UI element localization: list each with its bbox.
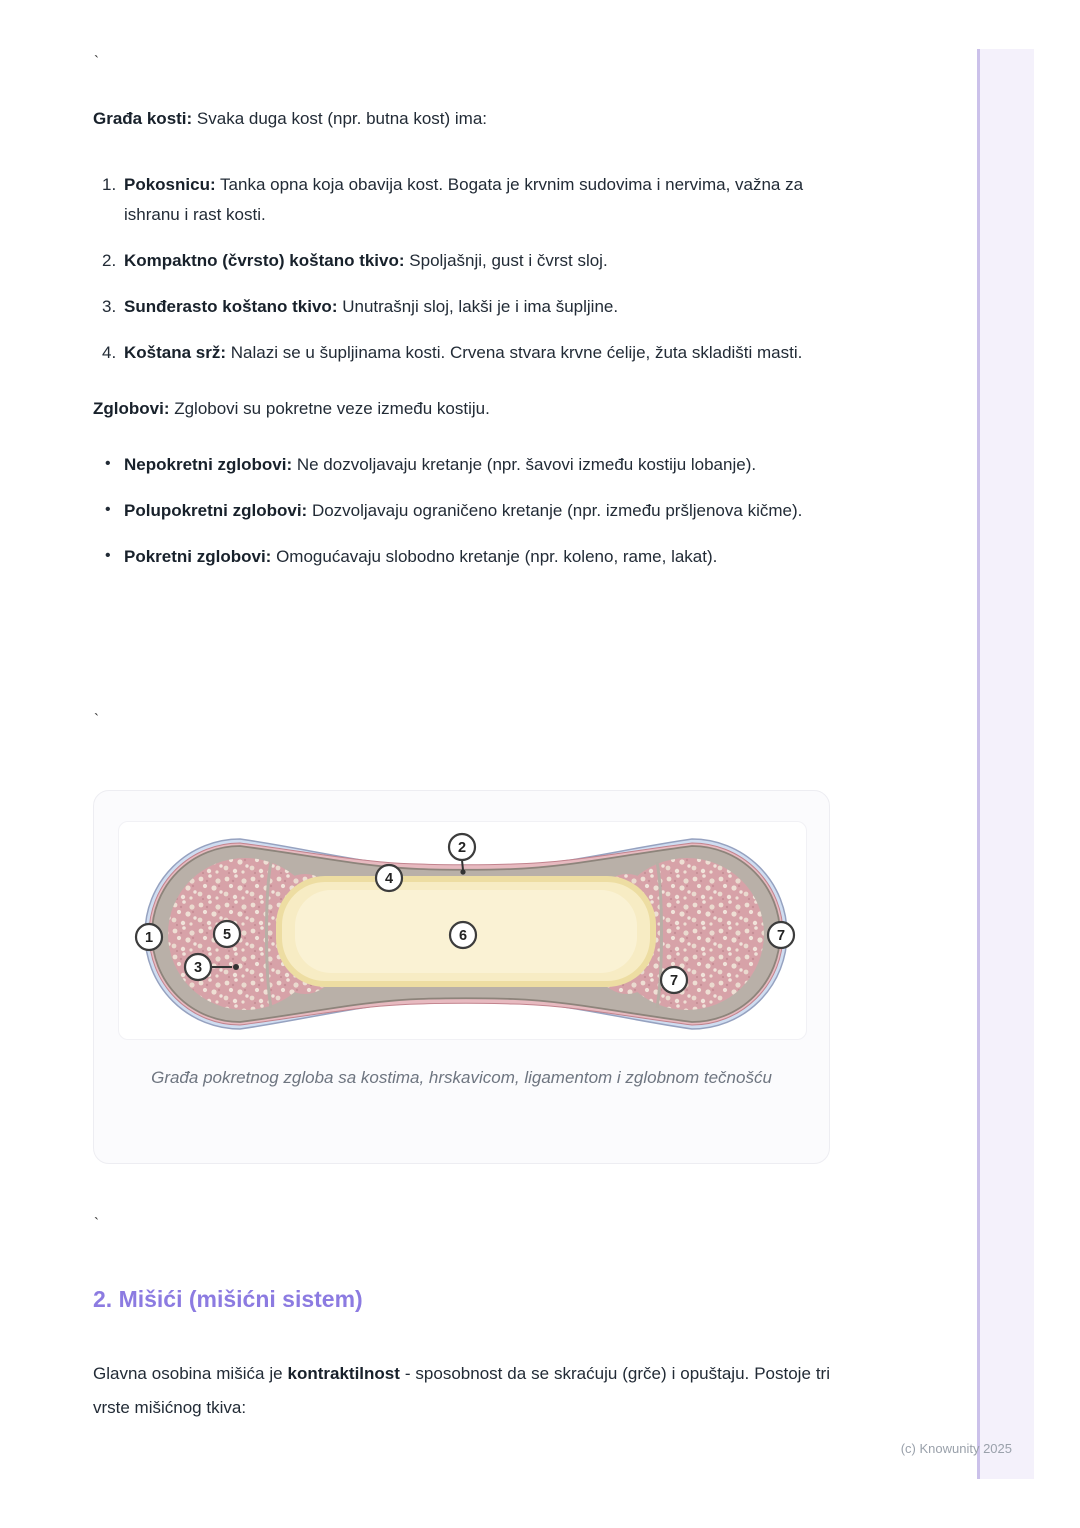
figure-label-text: 3 [193,960,203,976]
muscles-text-pre: Glavna osobina mišića je [93,1364,288,1383]
list-item [93,450,830,480]
list-item [93,338,830,368]
bone-numbered-list [93,170,830,368]
figure-label-text: 7 [776,928,786,944]
joints-intro-text: Zglobovi su pokretne veze između kostiju. [169,399,490,418]
item-term: Koštana srž: [124,343,227,362]
figure-label-5 [214,921,240,947]
section-heading-muscles: 2. Mišići (mišićni sistem) [93,1286,363,1312]
list-item [93,170,830,230]
list-item [93,246,830,276]
joints-intro-paragraph [93,394,830,424]
figure-label-1 [136,924,162,950]
item-term: Nepokretni zglobovi: [124,455,293,474]
bullet-dot: • [105,455,111,472]
item-description: Omogućavaju slobodno kretanje (npr. koleno, rame, lakat). [271,547,718,566]
list-number: 3. [102,297,117,316]
item-description: Nalazi se u šupljinama kosti. Crvena stvara krvne ćelije, žuta skladišti masti. [226,343,803,362]
list-item [93,542,830,572]
figure-label-6 [450,922,476,948]
figure-label-4 [376,865,402,891]
list-item [93,496,830,526]
joints-bullet-list [93,450,830,572]
stray-backtick: ` [94,711,99,728]
figure-label-text: 4 [384,871,394,887]
figure-label-text: 5 [222,927,232,943]
figure-label-7-inner [661,967,687,993]
document-body [93,104,830,588]
item-term: Pokosnicu: [124,175,216,194]
figure-label-7-outer [768,922,794,948]
list-number: 1. [102,175,117,194]
bullet-dot: • [105,547,111,564]
bone-intro-bold: Građa kosti: [93,109,193,128]
figure-label-text: 1 [144,930,154,946]
copyright-watermark: (c) Knowunity 2025 [900,1441,1012,1456]
figure-label-3 [185,954,211,980]
bone-figure-card [93,790,830,1164]
stray-backtick: ` [94,1215,99,1232]
figure-caption [94,1063,829,1093]
item-description: Tanka opna koja obavija kost. Bogata je krvnim sudovima i nervima, važna za ishranu i rast kosti. [124,175,804,224]
joints-intro-bold: Zglobovi: [93,399,170,418]
stray-backtick: ` [94,53,99,70]
item-description: Ne dozvoljavaju kretanje (npr. šavovi između kostiju lobanje). [292,455,757,474]
bone-illustration-panel [118,821,807,1040]
item-description: Dozvoljavaju ograničeno kretanje (npr. između pršljenova kičme). [307,501,803,520]
item-term: Pokretni zglobovi: [124,547,272,566]
list-number: 2. [102,251,117,270]
long-bone-joint-diagram [119,822,807,1040]
muscles-text-bold: kontraktilnost [287,1364,400,1383]
muscles-text-post: - sposobnost da se skraćuju (grče) i opuštaju. Postoje tri vrste mišićnog tkiva: [93,1364,830,1417]
muscles-paragraph [93,1357,830,1425]
item-term: Sunđerasto koštano tkivo: [124,297,338,316]
bone-intro-paragraph [93,104,830,134]
list-number: 4. [102,343,117,362]
figure-label-2 [449,834,475,860]
list-item [93,292,830,322]
item-description: Spoljašnji, gust i čvrst sloj. [404,251,608,270]
figure-label-text: 2 [457,840,467,856]
figure-label-text: 7 [669,973,679,989]
figure-caption-text: Građa pokretnog zgloba sa kostima, hrskavicom, ligamentom i zglobnom tečnošću [151,1068,772,1087]
bone-intro-text: Svaka duga kost (npr. butna kost) ima: [192,109,488,128]
bullet-dot: • [105,501,111,518]
right-margin-band [977,49,1034,1479]
item-term: Polupokretni zglobovi: [124,501,308,520]
figure-label-text: 6 [458,928,468,944]
item-description: Unutrašnji sloj, lakši je i ima šupljine. [337,297,619,316]
item-term: Kompaktno (čvrsto) koštano tkivo: [124,251,405,270]
